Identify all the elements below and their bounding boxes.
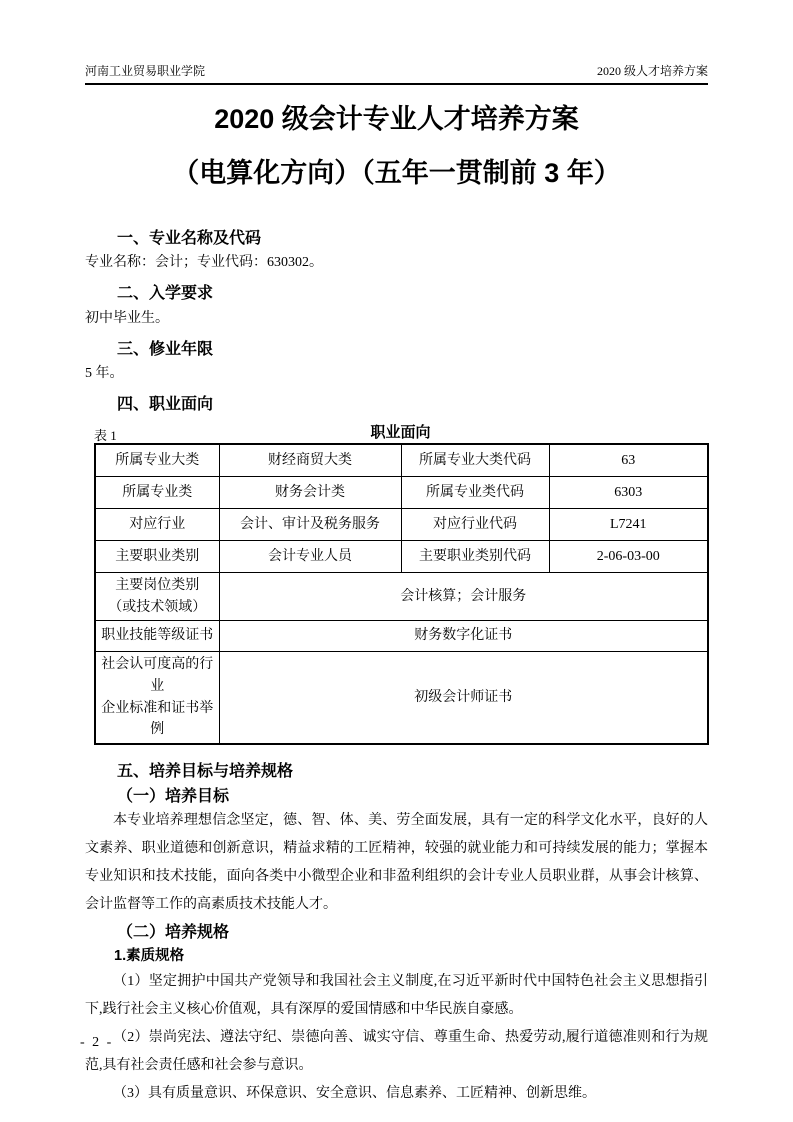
cell-class-code-value: 6303 bbox=[549, 476, 708, 508]
table-row bbox=[95, 621, 708, 652]
section-1-heading: 一、专业名称及代码 bbox=[117, 229, 262, 247]
cell-class-label: 所属专业类 bbox=[95, 476, 219, 508]
cell-class-value: 财务会计类 bbox=[219, 476, 401, 508]
table-number-label: 表 1 bbox=[94, 427, 117, 443]
cell-social-cert-label-line1: 社会认可度高的行业 bbox=[101, 657, 214, 695]
section-4-heading: 四、职业面向 bbox=[117, 396, 214, 414]
section-5-heading: 五、培养目标与培养规格 bbox=[117, 763, 294, 781]
table-row bbox=[95, 476, 708, 508]
cell-industry-value: 会计、审计及税务服务 bbox=[219, 508, 401, 540]
table-row bbox=[95, 540, 708, 572]
doc-title: 2020 级会计专业人才培养方案 bbox=[214, 104, 579, 135]
table-row bbox=[95, 508, 708, 540]
page-header bbox=[85, 0, 708, 85]
cell-category-code-value: 63 bbox=[549, 444, 708, 477]
training-goal-paragraph: 本专业培养理想信念坚定，德、智、体、美、劳全面发展，具有一定的科学文化水平，良好的人文素养、职业道德和创新意识，精益求精的工匠精神，较强的就业能力和可持续发展的能力；掌握本专业知识和技术技能，面向各类中小微型企业和非盈利组织的会计专业人员职业群，从事会计核算、会计监督等工作的高素质技术技能人才。 bbox=[85, 813, 708, 913]
table-row bbox=[95, 572, 708, 620]
header-school-name: 河南工业贸易职业学院 bbox=[85, 64, 206, 78]
quality-spec-heading: 1.素质规格 bbox=[114, 947, 185, 964]
section-1-body: 专业名称：会计；专业代码：630302。 bbox=[85, 255, 323, 271]
cell-post-label bbox=[95, 572, 219, 620]
cell-occupation-label: 主要职业类别 bbox=[95, 540, 219, 572]
cell-category-label: 所属专业大类 bbox=[95, 444, 219, 477]
doc-subtitle: （电算化方向）（五年一贯制前 3 年） bbox=[172, 158, 621, 189]
cell-industry-code-label: 对应行业代码 bbox=[401, 508, 549, 540]
cell-occupation-code-label: 主要职业类别代码 bbox=[401, 540, 549, 572]
section-2-body: 初中毕业生。 bbox=[85, 310, 169, 326]
section-5-sub1-heading: （一）培养目标 bbox=[117, 787, 230, 805]
quality-item-2: （2）崇尚宪法、遵法守纪、崇德向善、诚实守信、尊重生命、热爱劳动,履行道德准则和行为规范,具有社会责任感和社会参与意识。 bbox=[85, 1029, 708, 1073]
cell-skill-cert-value: 财务数字化证书 bbox=[219, 621, 708, 652]
header-doc-label: 2020 级人才培养方案 bbox=[596, 64, 708, 78]
cell-post-label-line2: （或技术领域） bbox=[108, 599, 207, 615]
cell-post-label-line1: 主要岗位类别 bbox=[115, 577, 200, 593]
table-row bbox=[95, 652, 708, 744]
section-3-body: 5 年。 bbox=[85, 366, 124, 382]
section-2-heading: 二、入学要求 bbox=[117, 285, 214, 303]
table-caption bbox=[94, 422, 707, 443]
cell-industry-code-value: L7241 bbox=[549, 508, 708, 540]
cell-occupation-code-value: 2-06-03-00 bbox=[549, 540, 708, 572]
page-number: - 2 - bbox=[80, 1035, 114, 1050]
section-5-sub2-heading: （二）培养规格 bbox=[117, 924, 230, 942]
cell-post-value: 会计核算；会计服务 bbox=[219, 572, 708, 620]
quality-item-1: （1）坚定拥护中国共产党领导和我国社会主义制度,在习近平新时代中国特色社会主义思想指引下,践行社会主义核心价值观，具有深厚的爱国情感和中华民族自豪感。 bbox=[85, 973, 708, 1017]
cell-category-value: 财经商贸大类 bbox=[219, 444, 401, 477]
cell-social-cert-label-line2: 企业标准和证书举例 bbox=[101, 700, 214, 738]
cell-occupation-value: 会计专业人员 bbox=[219, 540, 401, 572]
quality-item-3: （3）具有质量意识、环保意识、安全意识、信息素养、工匠精神、创新思维。 bbox=[113, 1085, 596, 1101]
cell-industry-label: 对应行业 bbox=[95, 508, 219, 540]
cell-skill-cert-label: 职业技能等级证书 bbox=[95, 621, 219, 652]
section-3-heading: 三、修业年限 bbox=[117, 340, 214, 358]
cell-class-code-label: 所属专业类代码 bbox=[401, 476, 549, 508]
table-row bbox=[95, 444, 708, 477]
table-title: 职业面向 bbox=[370, 423, 431, 441]
cell-social-cert-label bbox=[95, 652, 219, 744]
cell-social-cert-value: 初级会计师证书 bbox=[219, 652, 708, 744]
cell-category-code-label: 所属专业大类代码 bbox=[401, 444, 549, 477]
career-orientation-table bbox=[94, 443, 709, 745]
